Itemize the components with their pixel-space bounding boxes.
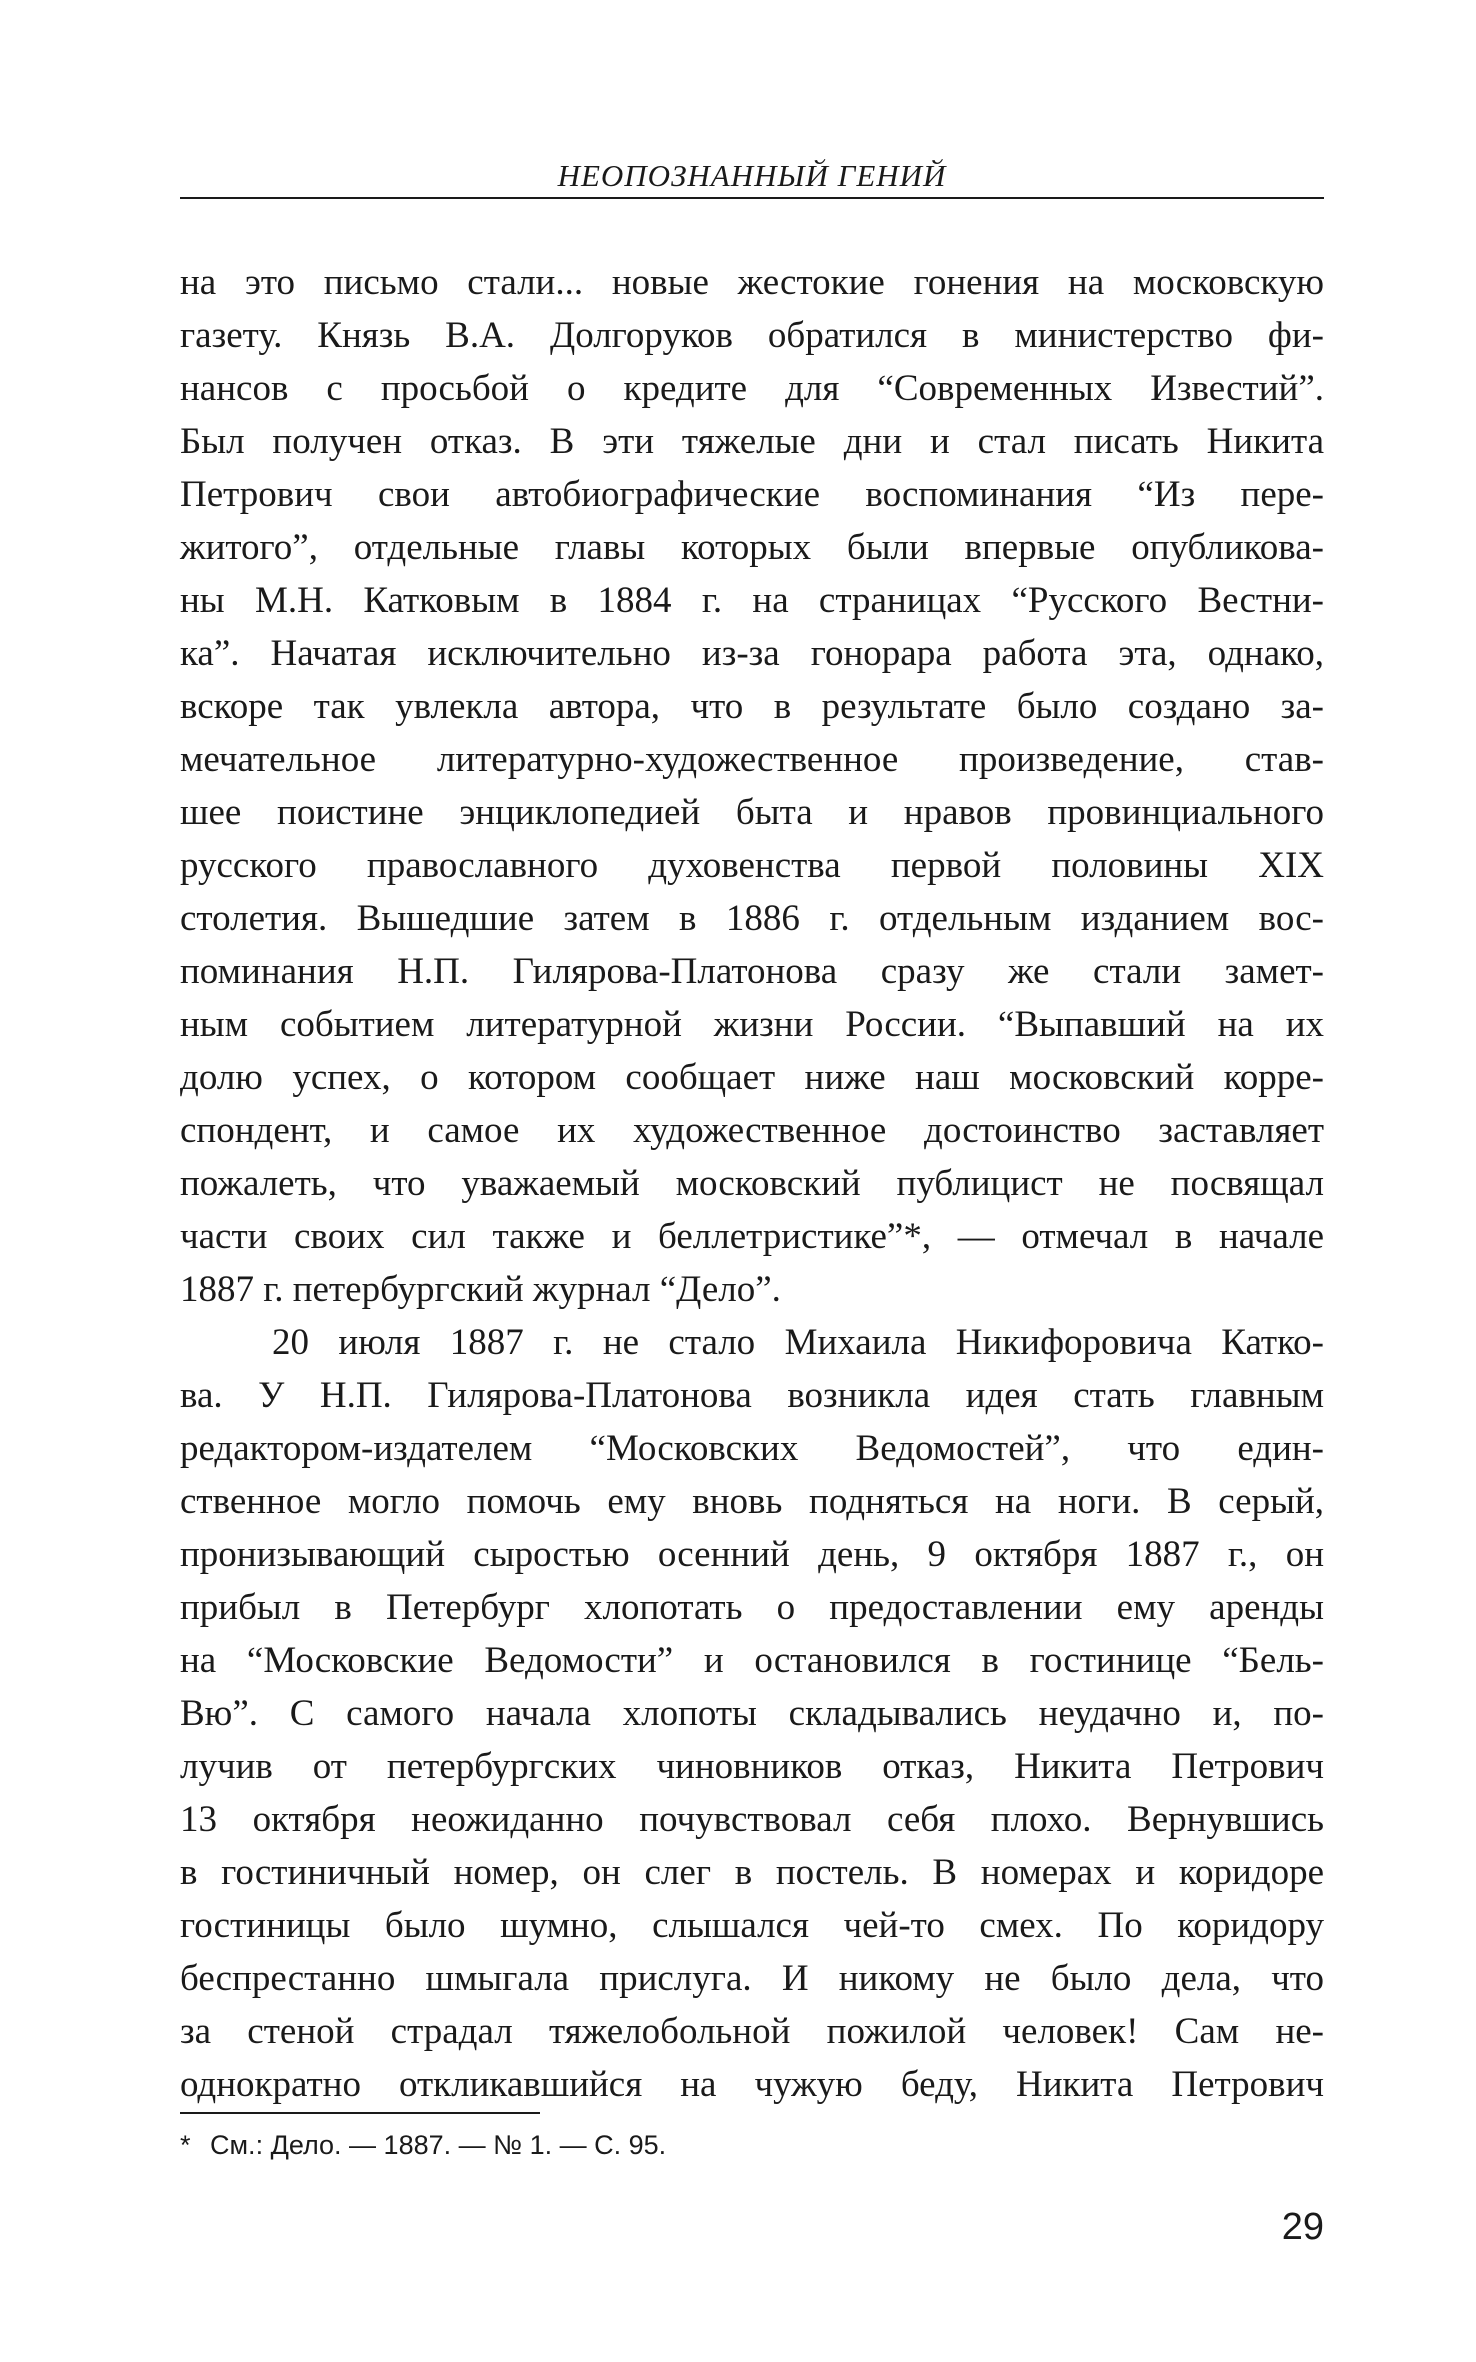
- text-line: шее поистине энциклопедией быта и нравов провинциального: [180, 792, 1324, 833]
- text-line: беспрестанно шмыгала прислуга. И никому не было дела, что: [180, 1958, 1324, 1999]
- text-line: пожалеть, что уважаемый московский публицист не посвящал: [180, 1163, 1324, 1204]
- footnote: [180, 2128, 1324, 2162]
- text-line: житого”, отдельные главы которых были впервые опубликова-: [180, 527, 1324, 568]
- text-line: однократно откликавшийся на чужую беду, Никита Петрович: [180, 2064, 1324, 2105]
- text-line: долю успех, о котором сообщает ниже наш московский корре-: [180, 1057, 1324, 1098]
- body-text: [180, 256, 1324, 2111]
- text-line: ка”. Начатая исключительно из-за гонорара работа эта, однако,: [180, 633, 1324, 674]
- text-line: нансов с просьбой о кредите для “Современных Известий”.: [180, 368, 1324, 409]
- text-line: 13 октября неожиданно почувствовал себя плохо. Вернувшись: [180, 1799, 1324, 1840]
- text-line: ственное могло помочь ему вновь подняться на ноги. В серый,: [180, 1481, 1324, 1522]
- text-line: 20 июля 1887 г. не стало Михаила Никифоровича Катко-: [272, 1322, 1324, 1363]
- text-line: на “Московские Ведомости” и остановился в гостинице “Бель-: [180, 1640, 1324, 1681]
- text-line: гостиницы было шумно, слышался чей-то смех. По коридору: [180, 1905, 1324, 1946]
- paragraph-1: [180, 256, 1324, 1316]
- page-number: 29: [1281, 2206, 1324, 2248]
- footnote-text: См.: Дело. — 1887. — № 1. — С. 95.: [210, 2130, 667, 2160]
- header-rule: [180, 197, 1324, 199]
- text-line: Был получен отказ. В эти тяжелые дни и стал писать Никита: [180, 421, 1324, 462]
- text-line: пронизывающий сыростью осенний день, 9 октября 1887 г., он: [180, 1534, 1324, 1575]
- text-line: ным событием литературной жизни России. “Выпавший на их: [180, 1004, 1324, 1045]
- text-line: русского православного духовенства первой половины XIX: [180, 845, 1324, 886]
- running-header: НЕОПОЗНАННЫЙ ГЕНИЙ: [557, 158, 947, 193]
- text-line: прибыл в Петербург хлопотать о предоставлении ему аренды: [180, 1587, 1324, 1628]
- text-line: ва. У Н.П. Гилярова-Платонова возникла идея стать главным: [180, 1375, 1324, 1416]
- text-line: за стеной страдал тяжелобольной пожилой человек! Сам не-: [180, 2011, 1324, 2052]
- text-line: газету. Князь В.А. Долгоруков обратился в министерство фи-: [180, 315, 1324, 356]
- paragraph-2: [180, 1316, 1324, 2111]
- text-line: мечательное литературно-художественное произведение, став-: [180, 739, 1324, 780]
- text-line: ны М.Н. Катковым в 1884 г. на страницах “Русского Вестни-: [180, 580, 1324, 621]
- text-line: столетия. Вышедшие затем в 1886 г. отдельным изданием вос-: [180, 898, 1324, 939]
- text-line: поминания Н.П. Гилярова-Платонова сразу же стали замет-: [180, 951, 1324, 992]
- text-line: Петрович свои автобиографические воспоминания “Из пере-: [180, 474, 1324, 515]
- text-line: лучив от петербургских чиновников отказ, Никита Петрович: [180, 1746, 1324, 1787]
- text-line: 1887 г. петербургский журнал “Дело”.: [180, 1269, 781, 1310]
- text-line: редактором-издателем “Московских Ведомостей”, что един-: [180, 1428, 1324, 1469]
- text-line: Вю”. С самого начала хлопоты складывались неудачно и, по-: [180, 1693, 1324, 1734]
- text-line: вскоре так увлекла автора, что в результате было создано за-: [180, 686, 1324, 727]
- text-line: в гостиничный номер, он слег в постель. В номерах и коридоре: [180, 1852, 1324, 1893]
- text-line: на это письмо стали... новые жестокие гонения на московскую: [180, 262, 1324, 303]
- footnote-mark: *: [180, 2130, 191, 2160]
- footnote-rule: [180, 2112, 540, 2114]
- text-line: спондент, и самое их художественное достоинство заставляет: [180, 1110, 1324, 1151]
- text-line: части своих сил также и беллетристике”*, — отмечал в начале: [180, 1216, 1324, 1257]
